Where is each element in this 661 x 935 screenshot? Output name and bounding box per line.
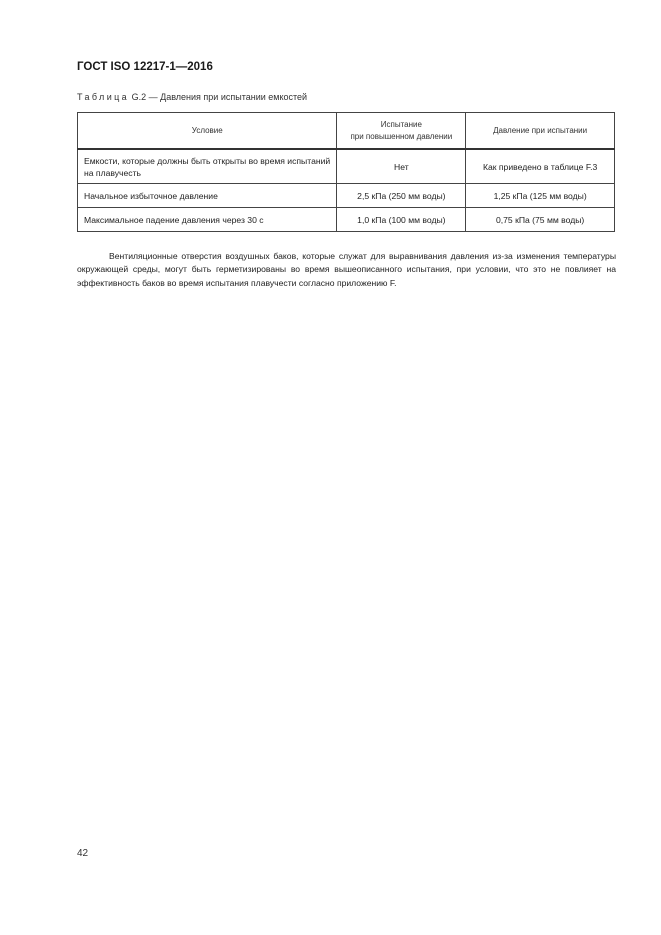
cell-overpressure: 2,5 кПа (250 мм воды) — [337, 184, 466, 208]
cell-test-pressure: 1,25 кПа (125 мм воды) — [466, 184, 615, 208]
pressure-table — [77, 112, 615, 232]
column-header-overpressure-line2: при повышенном давлении — [350, 131, 453, 141]
page-number: 42 — [77, 848, 89, 859]
cell-condition: Максимальное падение давления через 30 с — [78, 208, 337, 232]
table-row — [78, 208, 615, 232]
table-row — [78, 184, 615, 208]
document-code: ГОСТ ISO 12217-1—2016 — [77, 61, 213, 73]
column-header-condition: Условие — [78, 113, 337, 150]
cell-test-pressure: 0,75 кПа (75 мм воды) — [466, 208, 615, 232]
cell-test-pressure: Как приведено в таблице F.3 — [466, 149, 615, 184]
cell-overpressure: 1,0 кПа (100 мм воды) — [337, 208, 466, 232]
cell-overpressure: Нет — [337, 149, 466, 184]
column-header-overpressure-line1: Испытание — [380, 119, 422, 129]
table-header-row — [78, 113, 615, 150]
body-paragraph: Вентиляционные отверстия воздушных баков, которые служат для выравнивания давления из-за изменения температуры окружающей среды, могут быть герметизированы во время вышеописанного испытания, при условии, что это не повлияет на эффективность баков во время испытания плавучести согласно приложению F. — [77, 251, 616, 288]
table-caption-text: G.2 — Давления при испытании емкостей — [131, 92, 308, 102]
column-header-test-pressure: Давление при испытании — [466, 113, 615, 150]
column-header-overpressure — [337, 113, 466, 150]
table-row — [78, 149, 615, 184]
table-caption-label: Таблица — [77, 92, 130, 102]
table-caption — [77, 92, 307, 102]
cell-condition: Емкости, которые должны быть открыты во время испытаний на плавучесть — [78, 149, 337, 184]
cell-condition: Начальное избыточное давление — [78, 184, 337, 208]
